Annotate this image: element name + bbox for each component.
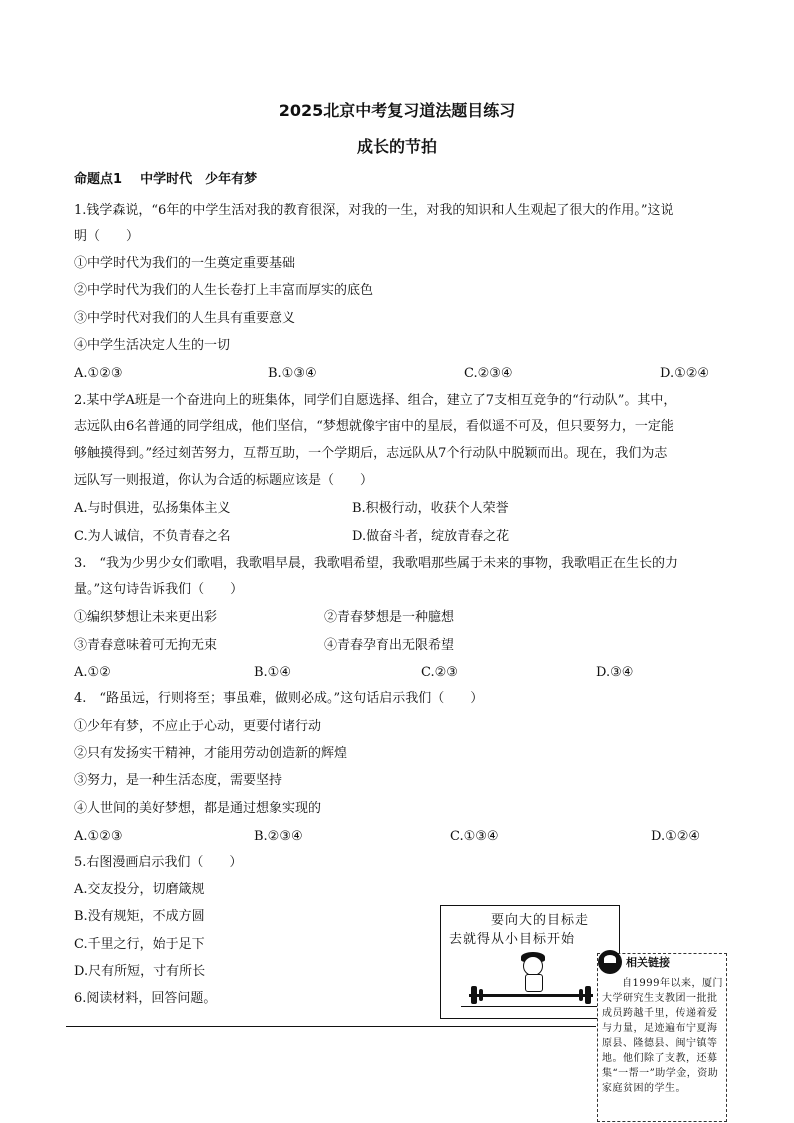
sun-icon [598,950,622,974]
q3-statement-2: ②青春梦想是一种臆想 [324,610,455,625]
q4-statement-2: ②只有发扬实干精神，才能用劳动创造新的辉煌 [74,746,348,761]
q3-stem-line-1: 3. “我为少男少女们歌唱，我歌唱早晨，我歌唱希望，我歌唱那些属于未来的事物，我歌唱正在生长的力 [74,556,679,571]
q4-option-b: B.②③④ [254,829,303,844]
related-link-title: 相关链接 [626,956,670,969]
q5-stem: 5.右图漫画启示我们（ ） [74,855,243,870]
q1-option-d: D.①②④ [660,366,710,381]
q2-option-b: B.积极行动，收获个人荣誉 [352,501,509,516]
cartoon-caption-2: 去就得从小目标开始 [449,932,576,947]
q3-statement-3: ③青春意味着可无拘无束 [74,638,218,653]
q3-stem-line-2: 量。”这句诗告诉我们（ ） [74,582,244,597]
q1-option-c: C.②③④ [464,366,513,381]
q4-option-c: C.①③④ [450,829,499,844]
q2-option-c: C.为人诚信，不负青春之名 [74,529,231,544]
q3-statement-1: ①编织梦想让未来更出彩 [74,610,218,625]
page-title: 2025北京中考复习道法题目练习 [278,101,516,120]
q5-option-d: D.尺有所短，寸有所长 [74,964,206,979]
q1-statement-4: ④中学生活决定人生的一切 [74,338,231,353]
q3-statement-4: ④青春孕育出无限希望 [324,638,455,653]
q1-stem-line-1: 1.钱学森说，“6年的中学生活对我的教育很深，对我的一生，对我的知识和人生观起了很大的作用。”这说 [74,203,674,218]
q6-stem: 6.阅读材料，回答问题。 [74,991,217,1006]
section-heading [74,172,257,188]
q5-option-a: A.交友投分，切磨箴规 [74,882,205,897]
footer-divider [66,1026,596,1027]
q3-option-c: C.②③ [421,665,458,680]
related-link-box [597,953,727,1122]
q4-statement-3: ③努力，是一种生活态度，需要坚持 [74,773,283,788]
q2-stem-line-2: 志远队由6名普通的同学组成，他们坚信，“梦想就像宇宙中的星辰，看似遥不可及，但只要努力，一定能 [74,419,674,434]
q4-stem: 4. “路虽远，行则将至；事虽难，做则必成。”这句话启示我们（ ） [74,691,484,706]
q3-option-a: A.①② [74,665,111,680]
q1-statement-3: ③中学时代对我们的人生具有重要意义 [74,311,296,326]
page-subtitle: 成长的节拍 [356,137,437,156]
q4-option-d: D.①②④ [651,829,701,844]
q3-option-b: B.①④ [254,665,291,680]
q4-statement-1: ①少年有梦，不应止于心动，更要付诸行动 [74,719,322,734]
q1-stem-line-2: 明（ ） [74,229,140,244]
q4-statement-4: ④人世间的美好梦想，都是通过想象实现的 [74,801,322,816]
q2-option-a: A.与时俱进，弘扬集体主义 [74,501,231,516]
cartoon-figure [440,905,620,1019]
q2-stem-line-3: 够触摸得到。”经过刻苦努力，互帮互助，一个学期后，志远队从7个行动队中脱颖而出。现在，我们为志 [74,446,668,461]
q1-option-b: B.①③④ [268,366,317,381]
q2-stem-line-4: 远队写一则报道，你认为合适的标题应该是（ ） [74,473,374,488]
cartoon-caption-1: 要向大的目标走 [491,913,590,928]
q5-option-c: C.千里之行，始于足下 [74,937,205,952]
q1-statement-2: ②中学时代为我们的人生长卷打上丰富而厚实的底色 [74,283,374,298]
related-link-body: 自1999年以来，厦门大学研究生支教团一批批成员跨越千里，传递着爱与力量，足迹遍布宁夏海原县、隆德县、闽宁镇等地。他们除了支教，还募集“一帮一”助学金，资助家庭贫困的学生。 [602,978,723,1094]
q1-statement-1: ①中学时代为我们的一生奠定重要基础 [74,256,296,271]
q1-option-a: A.①②③ [74,366,123,381]
q2-stem-line-1: 2.某中学A班是一个奋进向上的班集体，同学们自愿选择、组合，建立了7支相互竞争的“行动队”。其中， [74,393,677,408]
q5-option-b: B.没有规矩，不成方圆 [74,909,205,924]
q4-option-a: A.①②③ [74,829,123,844]
q3-option-d: D.③④ [596,665,634,680]
related-link-header [598,950,670,974]
section-label: 命题点1 [74,172,123,187]
section-name: 中学时代 少年有梦 [140,172,258,187]
q2-option-d: D.做奋斗者，绽放青春之花 [352,529,510,544]
